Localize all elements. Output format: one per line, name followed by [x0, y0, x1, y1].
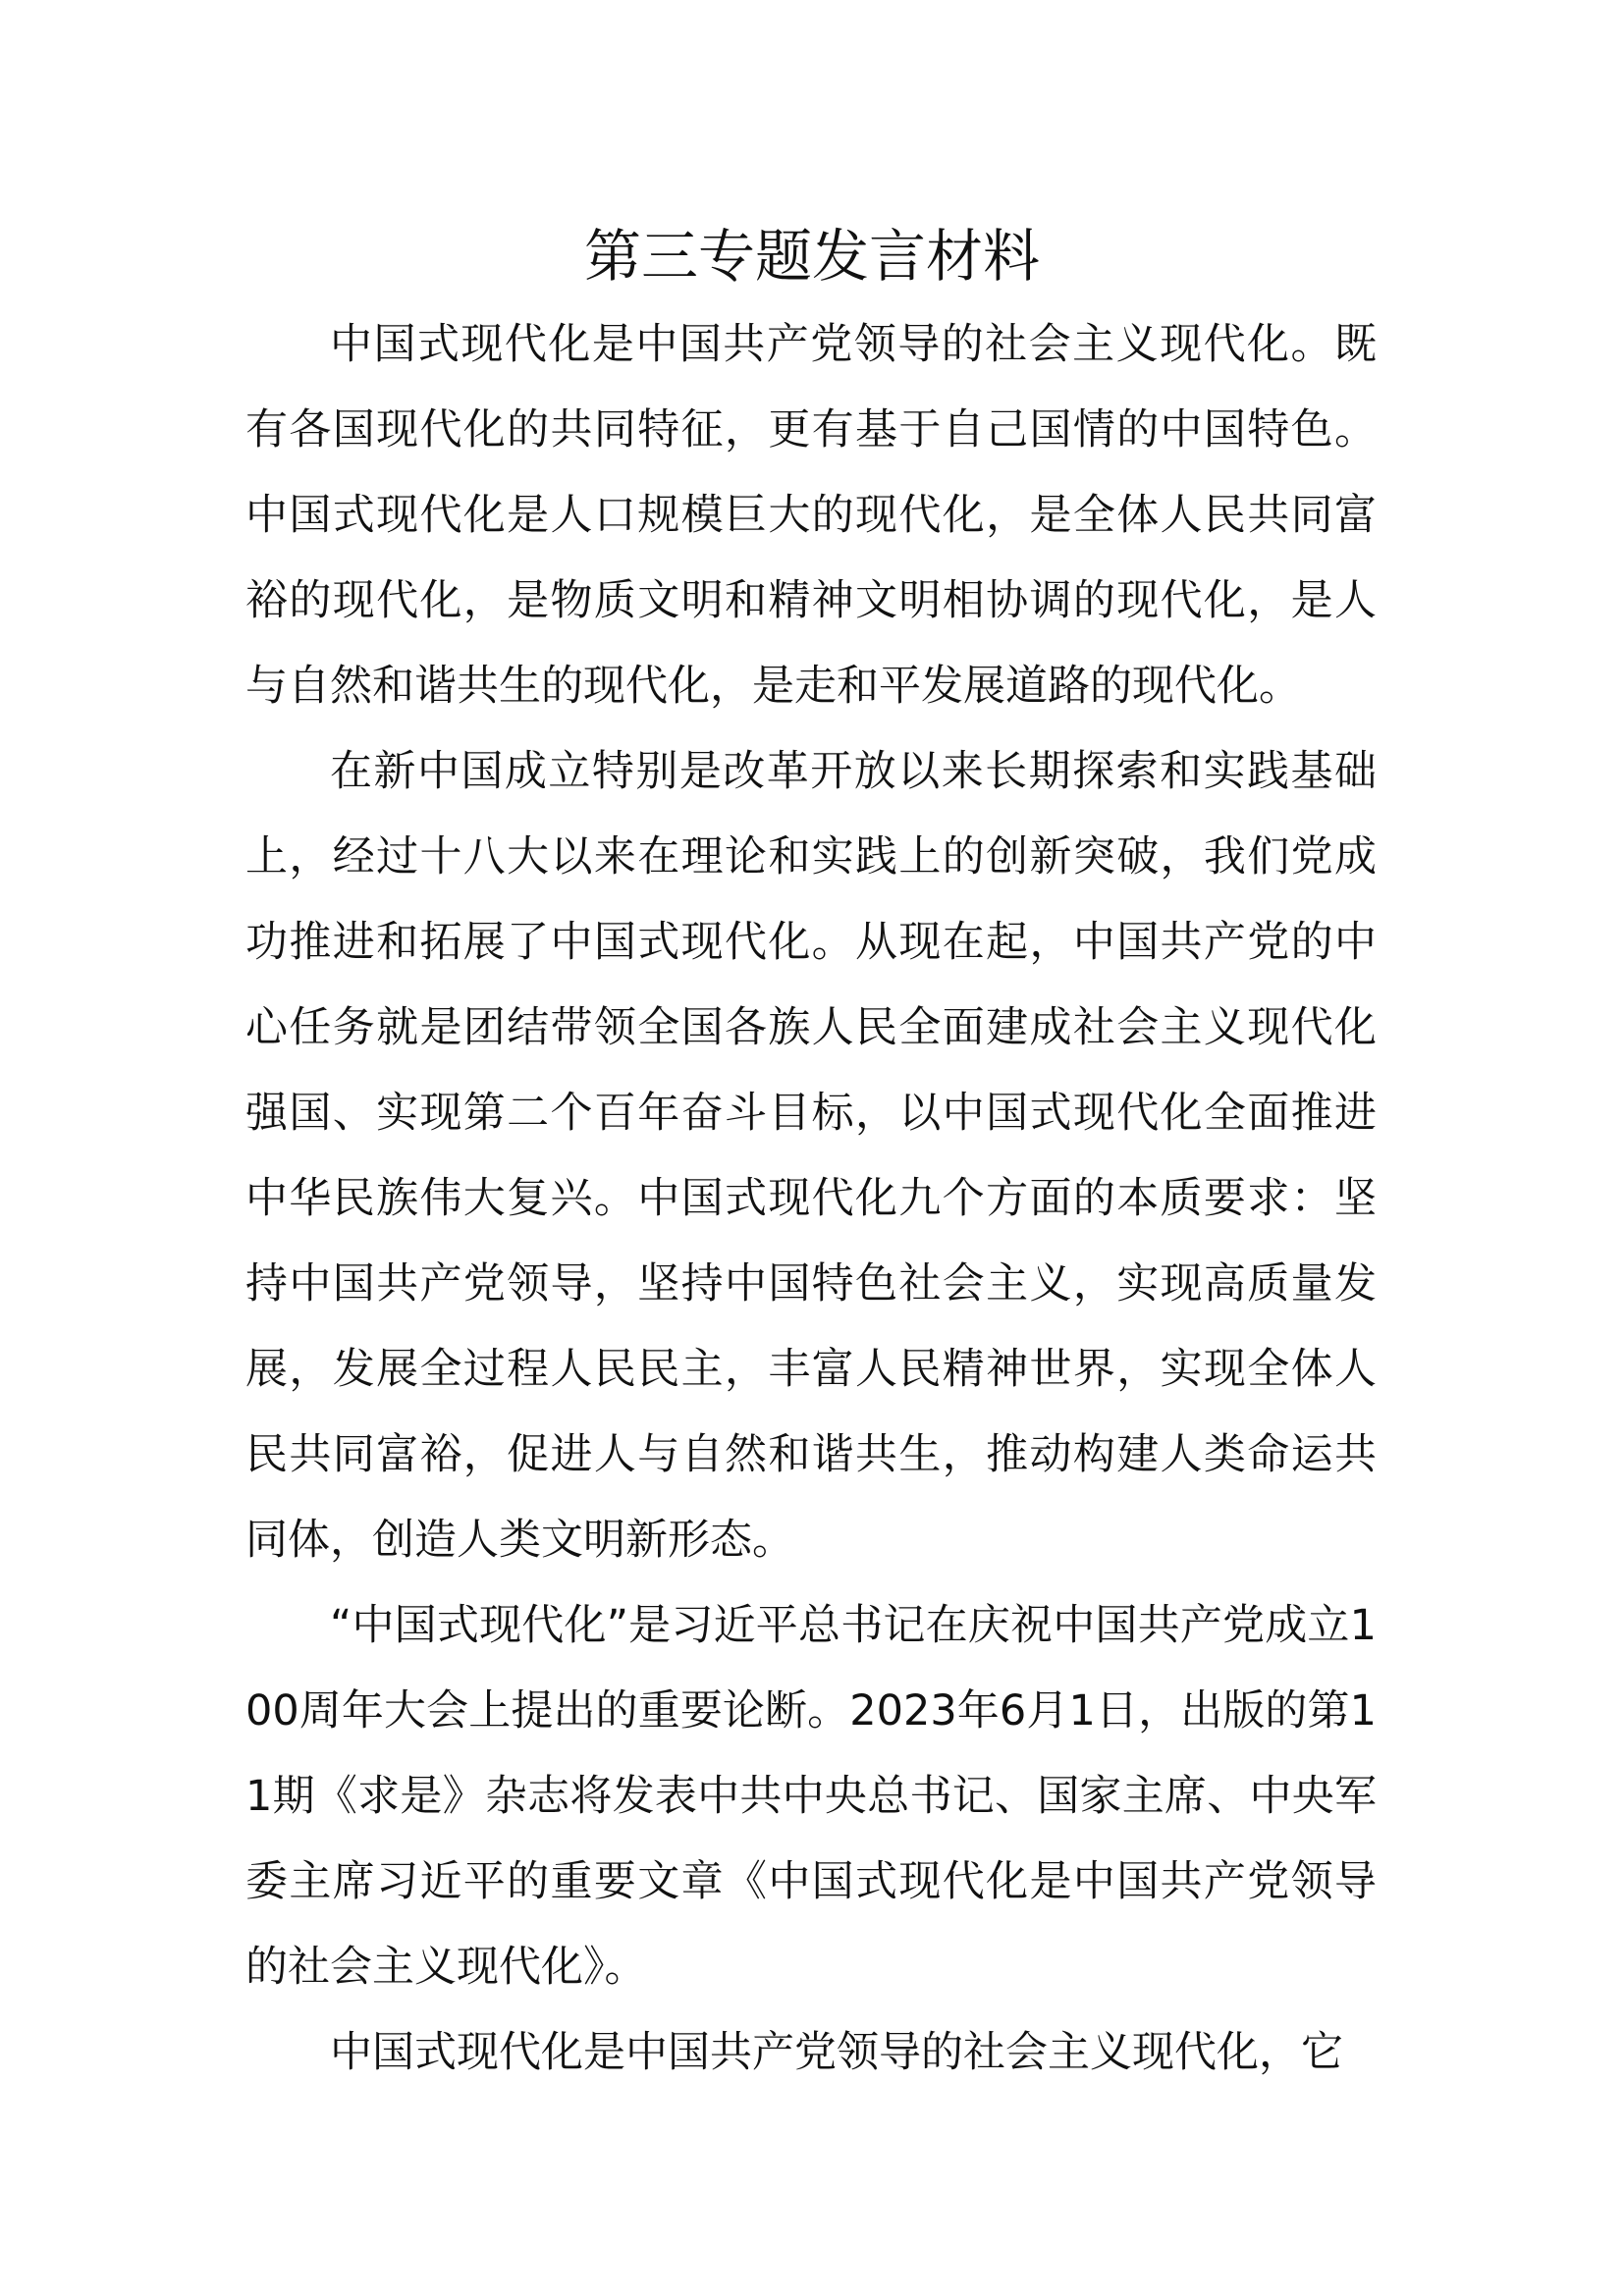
- paragraph: “中国式现代化”是习近平总书记在庆祝中国共产党成立100周年大会上提出的重要论断。2023年6月1日，出版的第11期《求是》杂志将发表中共中央总书记、国家主席、中央军委主席习近平的重要文章《中国式现代化是中国共产党领导的社会主义现代化》。: [245, 1601, 1377, 1992]
- document-body: [245, 302, 1377, 2096]
- document-title: 第三专题发言材料: [583, 223, 1040, 290]
- paragraph: 在新中国成立特别是改革开放以来长期探索和实践基础上，经过十八大以来在理论和实践上的创新突破，我们党成功推进和拓展了中国式现代化。从现在起，中国共产党的中心任务就是团结带领全国各族人民全面建成社会主义现代化强国、实现第二个百年奋斗目标，以中国式现代化全面推进中华民族伟大复兴。中国式现代化九个方面的本质要求：坚持中国共产党领导，坚持中国特色社会主义，实现高质量发展，发展全过程人民民主，丰富人民精神世界，实现全体人民共同富裕，促进人与自然和谐共生，推动构建人类命运共同体，创造人类文明新形态。: [245, 747, 1377, 1565]
- paragraph: 中国式现代化是中国共产党领导的社会主义现代化。既有各国现代化的共同特征，更有基于自己国情的中国特色。中国式现代化是人口规模巨大的现代化，是全体人民共同富裕的现代化，是物质文明和精神文明相协调的现代化，是人与自然和谐共生的现代化，是走和平发展道路的现代化。: [245, 320, 1377, 711]
- paragraph: 中国式现代化是中国共产党领导的社会主义现代化，它: [330, 2028, 1343, 2077]
